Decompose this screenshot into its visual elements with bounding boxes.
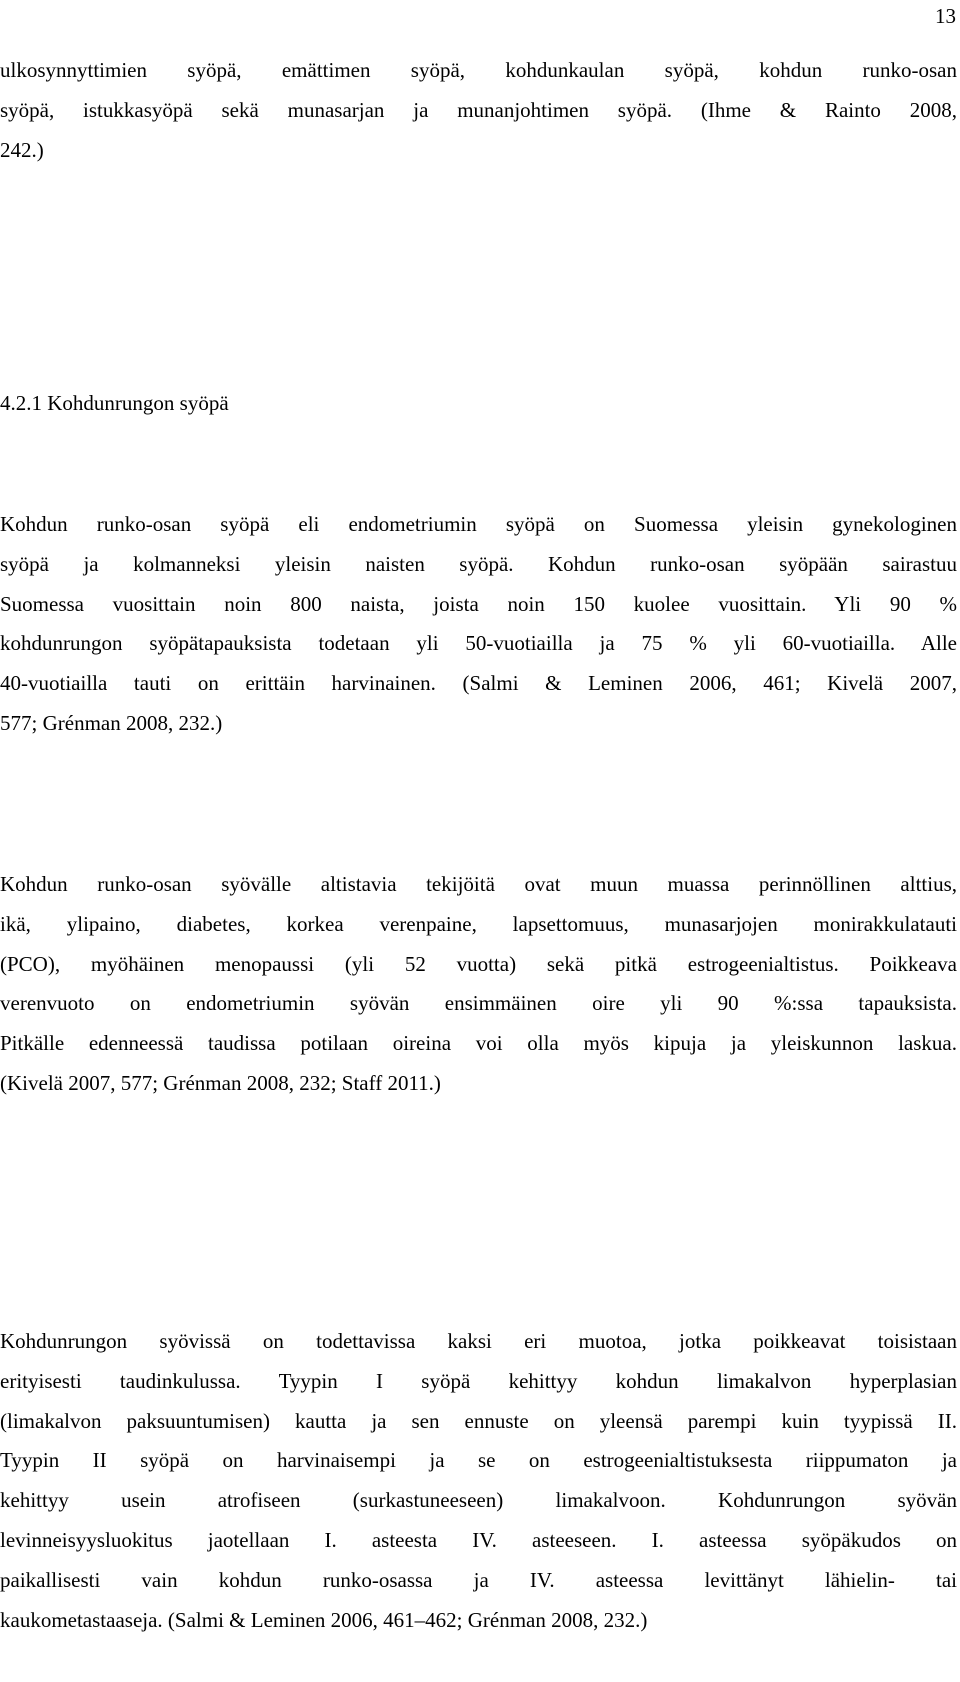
paragraph-cancer-types <box>0 1322 957 1640</box>
paragraph-line: verenvuoto on endometriumin syövän ensimmäinen oire yli 90 %:ssa tapauksista. <box>0 991 957 1016</box>
paragraph-line: Kohdun runko-osan syöpä eli endometriumin syöpä on Suomessa yleisin gynekologinen <box>0 512 957 536</box>
paragraph-line: kohdunrungon syöpätapauksista todetaan yli 50-vuotiailla ja 75 % yli 60-vuotiailla. Alle <box>0 631 957 656</box>
paragraph-line: Kohdun runko-osan syövälle altistavia tekijöitä ovat muun muassa perinnöllinen alttius, <box>0 872 957 896</box>
paragraph-line: Kohdunrungon syövissä on todettavissa kaksi eri muotoa, jotka poikkeavat toisistaan <box>0 1329 957 1353</box>
intro-paragraph <box>0 51 957 170</box>
paragraph-line: Suomessa vuosittain noin 800 naista, joista noin 150 kuolee vuosittain. Yli 90 % <box>0 591 957 616</box>
paragraph-line: (Kivelä 2007, 577; Grénman 2008, 232; Staff 2011.) <box>0 1070 441 1095</box>
paragraph-line: Tyypin II syöpä on harvinaisempi ja se on estrogeenialtistuksesta riippumaton ja <box>0 1448 957 1473</box>
section-heading: 4.2.1 Kohdunrungon syöpä <box>0 391 229 415</box>
paragraph-line: 242.) <box>0 137 44 162</box>
paragraph-line: 40-vuotiailla tauti on erittäin harvinainen. (Salmi & Leminen 2006, 461; Kivelä 2007, <box>0 671 957 696</box>
paragraph-risk-factors <box>0 865 957 1104</box>
paragraph-line: kehittyy usein atrofiseen (surkastuneeseen) limakalvoon. Kohdunrungon syövän <box>0 1488 957 1513</box>
paragraph-line: (limakalvon paksuuntumisen) kautta ja sen ennuste on yleensä parempi kuin tyypissä II. <box>0 1408 957 1433</box>
paragraph-line: syöpä ja kolmanneksi yleisin naisten syöpä. Kohdun runko-osan syöpään sairastuu <box>0 551 957 576</box>
paragraph-line: syöpä, istukkasyöpä sekä munasarjan ja munanjohtimen syöpä. (Ihme & Rainto 2008, <box>0 97 957 122</box>
paragraph-line: levinneisyysluokitus jaotellaan I. asteesta IV. asteeseen. I. asteessa syöpäkudos on <box>0 1527 957 1552</box>
paragraph-line: 577; Grénman 2008, 232.) <box>0 710 223 735</box>
paragraph-line: paikallisesti vain kohdun runko-osassa ja IV. asteessa levittänyt lähielin- tai <box>0 1567 957 1592</box>
page-number: 13 <box>935 4 956 28</box>
paragraph-endometrial-cancer <box>0 505 957 744</box>
paragraph-line: kaukometastaaseja. (Salmi & Leminen 2006, 461–462; Grénman 2008, 232.) <box>0 1607 648 1632</box>
paragraph-line: ikä, ylipaino, diabetes, korkea verenpaine, lapsettomuus, munasarjojen monirakkulatauti <box>0 911 957 936</box>
paragraph-line: (PCO), myöhäinen menopaussi (yli 52 vuotta) sekä pitkä estrogeenialtistus. Poikkeava <box>0 951 957 976</box>
paragraph-line: ulkosynnyttimien syöpä, emättimen syöpä, kohdunkaulan syöpä, kohdun runko-osan <box>0 58 957 82</box>
paragraph-line: Pitkälle edenneessä taudissa potilaan oireina voi olla myös kipuja ja yleiskunnon laskua. <box>0 1031 957 1056</box>
paragraph-line: erityisesti taudinkulussa. Tyypin I syöpä kehittyy kohdun limakalvon hyperplasian <box>0 1368 957 1393</box>
